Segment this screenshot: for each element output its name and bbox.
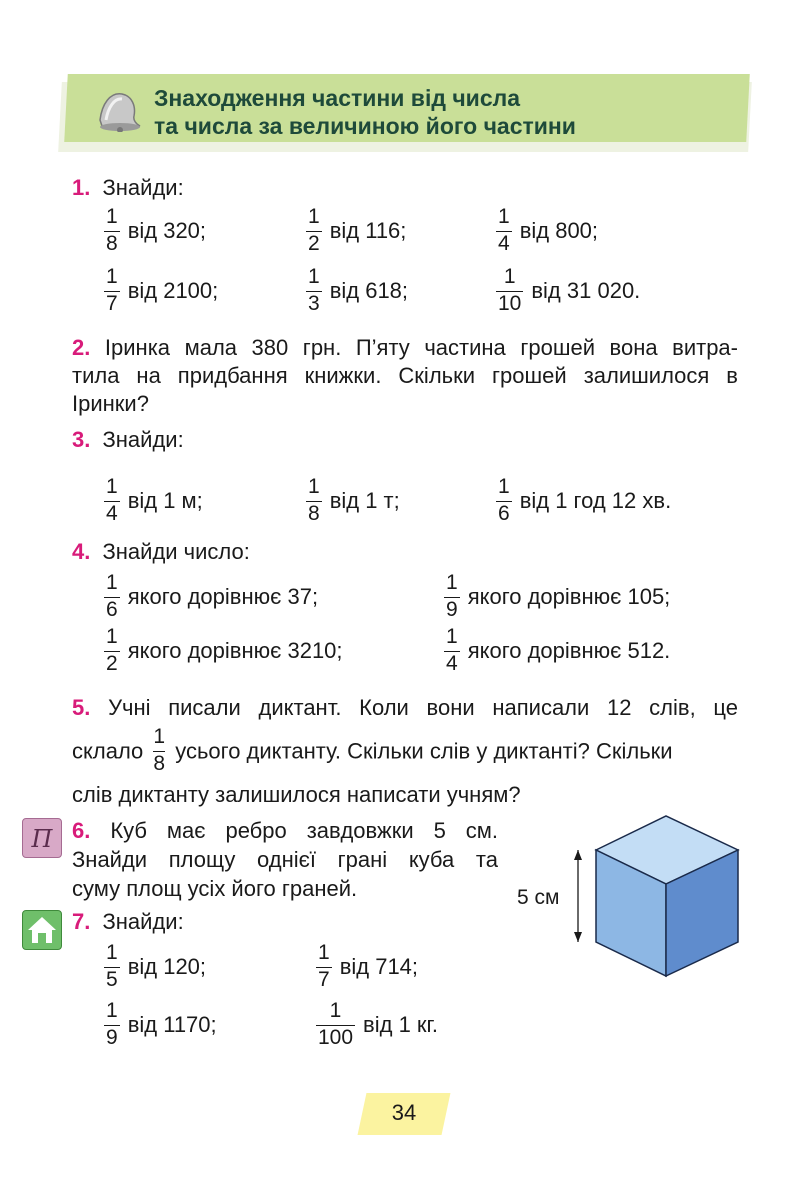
page-number: 34 <box>391 1100 417 1125</box>
task-4-item-2: 1 9 якого дорівнює 105; <box>446 571 671 621</box>
svg-text:П: П <box>31 825 53 853</box>
task-3-heading: 3. Знайди: <box>72 427 184 452</box>
task-4-heading: 4. Знайди число: <box>72 539 250 564</box>
task-text: Знайди: <box>102 175 184 200</box>
task-4-item-1: 1 6 якого дорівнює 37; <box>106 571 319 621</box>
task-7-item-2: 1 7 від 714; <box>318 941 419 991</box>
task-7-heading: 7. Знайди: <box>72 909 184 934</box>
homework-house-icon <box>22 910 62 950</box>
cube-edge-label: 5 см <box>517 886 560 909</box>
task-3-item-2: 1 8 від 1 т; <box>308 475 400 525</box>
task-5-fraction: $\frac{1}{8}$ <box>153 725 166 775</box>
task-3-item-1: 1 4 від 1 м; <box>106 475 203 525</box>
bell-icon <box>92 86 144 132</box>
task-4-item-3: 1 2 якого дорівнює 3210; <box>106 625 343 675</box>
task-1-item-3: 1 4 від 800; <box>498 205 599 255</box>
task-1-heading <box>72 174 184 202</box>
task-7-item-4: 1 100 від 1 кг. <box>318 999 438 1049</box>
task-number: 1. <box>72 175 91 200</box>
page-title <box>154 84 576 140</box>
task-3-item-3: 1 6 від 1 год 12 хв. <box>498 475 672 525</box>
task-2: 2. Іринка мала 380 грн. П’яту частина грошей вона витра- тила на придбання книжки. Скільки грошей залишилося в Іринки? <box>72 335 738 416</box>
title-line-2: та числа за величиною його частини <box>154 113 576 139</box>
task-6: 6. Куб має ребро завдовжки 5 см. Знайди площу однієї грані куба та суму площ усіх його граней. <box>72 818 498 901</box>
task-5: 5. Учні писали диктант. Коли вони написали 12 слів, це склало $\frac{1}{8}$ усього диктанту. Скільки слів у диктанті? Скільки слів диктанту залишилося написати учням? <box>72 695 738 807</box>
task-4-item-4: 1 4 якого дорівнює 512. <box>446 625 671 675</box>
pair-work-badge-icon <box>22 818 62 858</box>
title-line-1: Знаходження частини від числа <box>154 85 521 111</box>
task-1-item-2: 1 2 від 116; <box>308 205 407 255</box>
task-1-item-4: 1 7 від 2100; <box>106 265 219 315</box>
task-1-item-5: 1 3 від 618; <box>308 265 409 315</box>
task-1-item-1: 1 8 від 320; <box>106 205 207 255</box>
task-7-item-3: 1 9 від 1170; <box>106 999 217 1049</box>
task-7-item-1: 1 5 від 120; <box>106 941 207 991</box>
task-1-item-6: 1 10 від 31 020. <box>498 265 641 315</box>
